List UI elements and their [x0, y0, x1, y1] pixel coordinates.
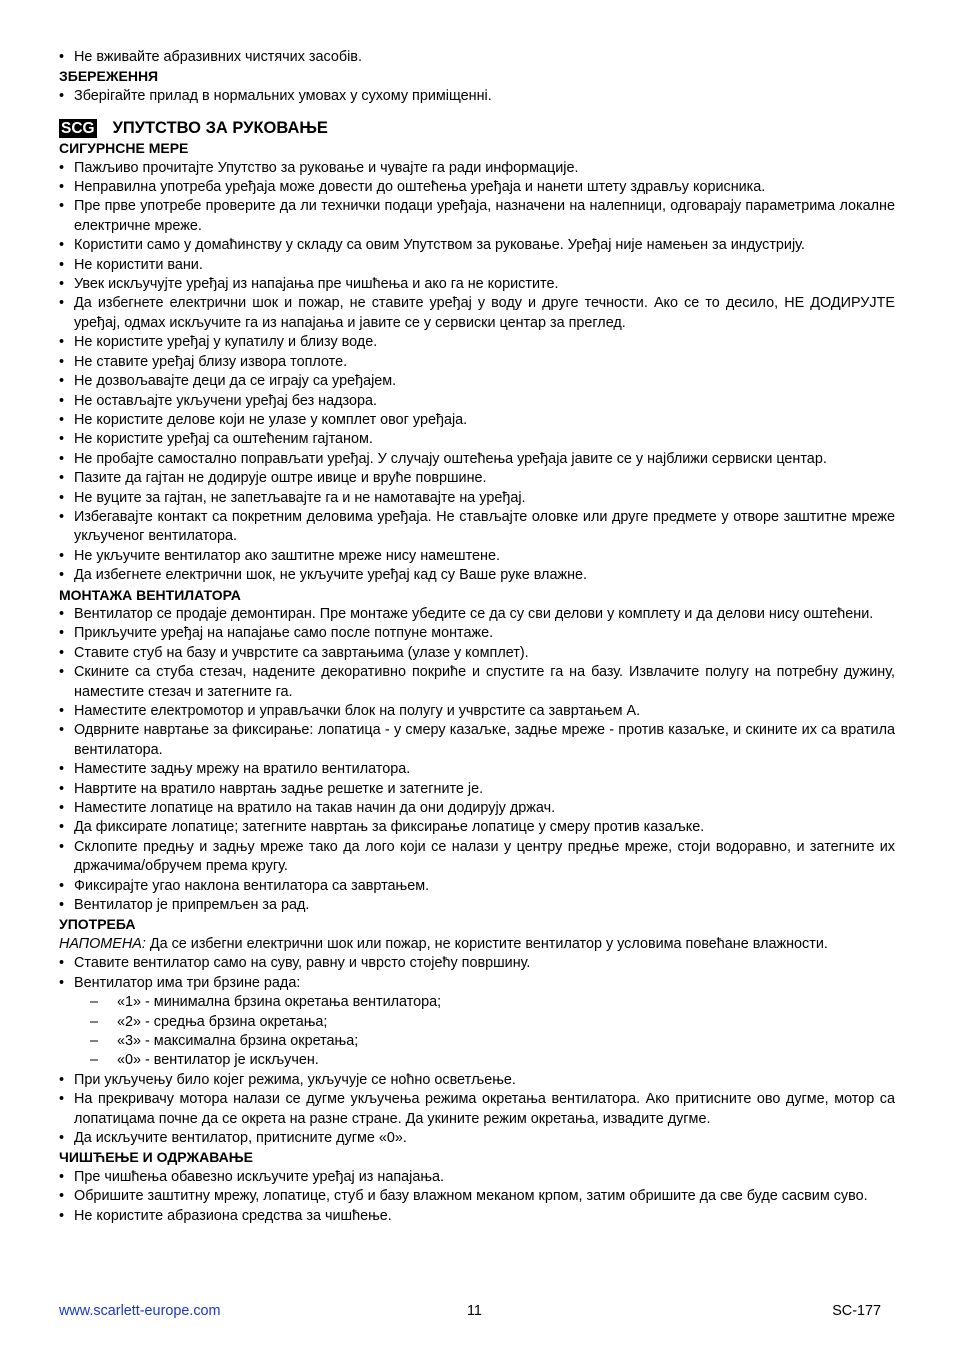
list-item: [59, 159, 895, 178]
item-text: Пре прве употребе проверите да ли технички подаци уређаја, назначени на налепници, одговарају параметрима локалне електричне мреже.: [74, 198, 895, 234]
dash-icon: –: [90, 1052, 99, 1069]
item-text: Пажљиво прочитајте Упутство за руковање и чувајте га ради информације.: [74, 159, 579, 176]
bullet-icon: •: [59, 800, 65, 817]
list-item: [59, 411, 895, 430]
section-title: УПУТСТВО ЗА РУКОВАЊЕ: [112, 119, 328, 138]
list-item: [59, 197, 895, 236]
list-item: [59, 256, 895, 275]
list-item: [59, 818, 895, 837]
item-text: Ставите стуб на базу и учврстите са завртањима (улазе у комплет).: [74, 644, 529, 661]
bullet-icon: •: [59, 567, 65, 584]
bullet-icon: •: [59, 1129, 65, 1146]
list-item: [59, 896, 895, 915]
list-item: [59, 799, 895, 818]
speed-text: «0» - вентилатор је искључен.: [117, 1052, 319, 1069]
usage-list-before: [59, 954, 895, 993]
item-text: Навртите на вратило навртањ задње решетке и затегните је.: [74, 780, 484, 797]
item-text: Не укључите вентилатор ако заштитне мреже нису намештене.: [74, 547, 500, 564]
bullet-icon: •: [59, 877, 65, 894]
list-item: [59, 178, 895, 197]
list-item: [59, 353, 895, 372]
note-label: НАПОМЕНА:: [59, 935, 146, 952]
bullet-icon: •: [59, 547, 65, 564]
bullet-icon: •: [59, 179, 65, 196]
bullet-icon: •: [59, 664, 65, 681]
dash-icon: –: [90, 1032, 99, 1049]
bullet-icon: •: [59, 761, 65, 778]
section-header: [59, 119, 895, 138]
list-item: [59, 974, 895, 993]
cleaning-heading: ЧИШЋЕЊЕ И ОДРЖАВАЊЕ: [59, 1149, 253, 1166]
bullet-icon: •: [59, 276, 65, 293]
item-text: Избегавајте контакт са покретним деловима уређаја. Не стављајте оловке или друге предмете у отворе заштитне мреже укљученог вентилатора.: [74, 508, 895, 545]
list-item: [59, 275, 895, 294]
bullet-icon: •: [59, 703, 65, 719]
item-text: Користити само у домаћинству у складу са овим Упутством за руковање. Уређај није намењен за индустрију.: [74, 237, 805, 254]
list-item: [59, 372, 895, 391]
list-item: [59, 877, 895, 896]
dash-icon: –: [90, 1013, 99, 1030]
item-text: Ставите вентилатор само на суву, равну и чврсто стојећу површину.: [74, 955, 531, 972]
manual-page: [59, 48, 895, 1226]
item-text: Не ставите уређај близу извора топлоте.: [74, 353, 348, 370]
bullet-icon: •: [59, 974, 65, 991]
bullet-icon: •: [59, 838, 65, 855]
item-text: Наместите електромотор и управљачки блок на полугу и учврстите са завртањем А.: [74, 703, 641, 719]
item-text: Вентилатор је припремљен за рад.: [74, 897, 310, 914]
item-text: Не користите уређај са оштећеним гајтаном.: [74, 431, 373, 448]
item-text: Пазите да гајтан не додирује оштре ивице и вруће површине.: [74, 470, 487, 487]
item-text: Не користите уређај у купатилу и близу воде.: [74, 334, 378, 351]
item-text: Одврните навртање за фиксирање: лопатица - у смеру казаљке, задње мреже - против казаљке, и скините их са вратила вентилатора.: [74, 722, 895, 758]
bullet-icon: •: [59, 256, 65, 273]
safety-heading: СИГУРНСНЕ МЕРЕ: [59, 140, 189, 157]
item-text: Вентилатор се продаје демонтиран. Пре монтаже убедите се да су сви делови у комплету и да делови нису оштећени.: [74, 605, 874, 622]
item-text: Обришите заштитну мрежу, лопатице, стуб и базу влажном меканом крпом, затим обришите да све буде сасвим суво.: [74, 1188, 868, 1205]
list-item: [59, 469, 895, 488]
bullet-icon: •: [59, 625, 65, 642]
list-item: [59, 489, 895, 508]
item-text: Не користите абразиона средства за чишћење.: [74, 1207, 392, 1224]
bullet-icon: •: [59, 1188, 65, 1205]
bullet-icon: •: [59, 1207, 65, 1224]
bullet-icon: •: [59, 237, 65, 254]
bullet-icon: •: [59, 644, 65, 661]
item-text: Наместите лопатице на вратило на такав начин да они додирују држач.: [74, 800, 556, 817]
item-text: Наместите задњу мрежу на вратило вентилатора.: [74, 761, 411, 778]
bullet-icon: •: [59, 1071, 65, 1088]
item-text: Не вживайте абразивних чистячих засобів.: [74, 49, 362, 65]
item-text: Пре чишћења обавезно искључите уређај из напајања.: [74, 1168, 445, 1185]
speed-list: [59, 993, 895, 1071]
list-item: [59, 392, 895, 411]
bullet-icon: •: [59, 508, 65, 525]
list-item: [59, 1090, 895, 1129]
item-text: Да избегнете електрични шок, не укључите уређај кад су Ваше руке влажне.: [74, 567, 588, 584]
item-text: Да фиксирате лопатице; затегните навртањ за фиксирање лопатице у смеру против казаљке.: [74, 819, 705, 836]
speed-item: [59, 1032, 895, 1051]
list-item: [59, 1207, 895, 1226]
speed-item: [59, 993, 895, 1012]
item-text: Зберігайте прилад в нормальних умовах у сухому приміщенні.: [74, 87, 492, 104]
item-text: Склопите предњу и задњу мреже тако да лого који се налази у центру предње мреже, стоји водоравно, и затегните их држачима/обручем према кругу.: [74, 838, 895, 875]
item-text: На прекривачу мотора налази се дугме укључења режима окретања вентилатора. Ако притисните ово дугме, мотор са лопатицама почне да се окрета на разне стране. Да укините режим окретања, извадите дугме.: [74, 1091, 895, 1127]
language-badge: SCG: [61, 120, 95, 138]
page-number: 11: [467, 1303, 482, 1319]
list-item: [59, 624, 895, 643]
item-text: Не вуците за гајтан, не запетљавајте га и не намотавајте на уређај.: [74, 489, 526, 506]
list-item: [59, 780, 895, 799]
bullet-icon: •: [59, 897, 65, 914]
bullet-icon: •: [59, 353, 65, 370]
list-item: [59, 605, 895, 624]
list-item: [59, 566, 895, 585]
item-text: Увек искључујте уређај из напајања пре чишћења и ако га не користите.: [74, 276, 559, 293]
bullet-icon: •: [59, 605, 65, 622]
list-item: [59, 838, 895, 877]
list-item: [59, 663, 895, 702]
dash-icon: –: [90, 994, 99, 1011]
bullet-icon: •: [59, 334, 65, 351]
list-item: [59, 236, 895, 255]
item-text: При укључењу било којег режима, укључује се ноћно осветљење.: [74, 1071, 516, 1088]
speed-text: «2» - средња брзина окретања;: [117, 1013, 328, 1030]
bullet-icon: •: [59, 819, 65, 836]
usage-list-after: [59, 1071, 895, 1149]
bullet-icon: •: [59, 470, 65, 487]
list-item: [59, 721, 895, 760]
item-text: Неправилна употреба уређаја може довести до оштећења уређаја и нанети штету здрављу корисника.: [74, 179, 766, 196]
list-item: [59, 430, 895, 449]
bullet-icon: •: [59, 411, 65, 428]
list-item: [59, 87, 895, 106]
speed-text: «3» - максимална брзина окретања;: [117, 1032, 359, 1049]
bullet-icon: •: [59, 955, 65, 972]
speed-text: «1» - минимална брзина окретања вентилатора;: [117, 994, 442, 1011]
item-text: Не користити вани.: [74, 256, 203, 273]
item-text: Да избегнете електрични шок и пожар, не ставите уређај у воду и друге течности. Ако се то десило, НЕ ДОДИРУЈТЕ уређај, одмах искључите га из напајања и јавите се у сервиски центар за преглед.: [74, 295, 895, 331]
speed-item: [59, 1013, 895, 1032]
item-text: Не дозвољавајте деци да се играју са уређајем.: [74, 373, 397, 390]
list-item: [59, 702, 895, 721]
item-text: Вентилатор има три брзине рада:: [74, 974, 301, 991]
item-text: Скините са стуба стезач, надените декоративно покриће и спустите га на базу. Извлачите полугу на потребну дужину, наместите стезач и затегните га.: [74, 664, 895, 700]
list-item: [59, 1071, 895, 1090]
bullet-icon: •: [59, 431, 65, 448]
list-item: [59, 644, 895, 663]
list-item: [59, 954, 895, 973]
list-item: [59, 450, 895, 469]
item-text: Прикључите уређај на напајање само после потпуне монтаже.: [74, 625, 494, 642]
storage-heading: ЗБЕРЕЖЕННЯ: [59, 68, 159, 85]
bullet-icon: •: [59, 722, 65, 739]
list-item: [59, 294, 895, 333]
list-item: [59, 1129, 895, 1148]
item-text: Фиксирајте угао наклона вентилатора са завртањем.: [74, 877, 430, 894]
item-text: Не остављајте укључени уређај без надзора.: [74, 392, 377, 409]
bullet-icon: •: [59, 780, 65, 797]
speed-item: [59, 1051, 895, 1070]
bullet-icon: •: [59, 450, 65, 467]
bullet-icon: •: [59, 392, 65, 409]
safety-list: [59, 159, 895, 586]
bullet-icon: •: [59, 159, 65, 176]
bullet-icon: •: [59, 198, 65, 215]
list-item: [59, 508, 895, 547]
website-link[interactable]: www.scarlett-europe.com: [59, 1303, 221, 1319]
assembly-heading: МОНТАЖА ВЕНТИЛАТОРА: [59, 586, 241, 603]
item-text: Не користите делове који не улазе у комплет овог уређаја.: [74, 411, 468, 428]
assembly-list: [59, 605, 895, 916]
note-text: Да се избегни електрични шок или пожар, не користите вентилатор у условима повећане влажности.: [145, 935, 828, 952]
bullet-icon: •: [59, 295, 65, 312]
bullet-icon: •: [59, 1168, 65, 1185]
usage-note: [59, 935, 895, 954]
model-number: SC-177: [832, 1303, 881, 1319]
bullet-icon: •: [59, 373, 65, 390]
item-text: Не пробајте самостално поправљати уређај. У случају оштећења уређаја јавите се у најближи сервиски центар.: [74, 450, 827, 467]
list-item: [59, 333, 895, 352]
bullet-icon: •: [59, 1091, 65, 1108]
list-item: [59, 1187, 895, 1206]
list-item: [59, 760, 895, 779]
bullet-icon: •: [59, 489, 65, 506]
list-item: [59, 1168, 895, 1187]
cleaning-list: [59, 1168, 895, 1226]
usage-heading: УПОТРЕБА: [59, 916, 136, 933]
item-text: Да искључите вентилатор, притисните дугме «0».: [74, 1129, 407, 1146]
bullet-icon: •: [59, 87, 65, 104]
list-item: [59, 48, 895, 67]
list-item: [59, 547, 895, 566]
bullet-icon: •: [59, 49, 65, 65]
